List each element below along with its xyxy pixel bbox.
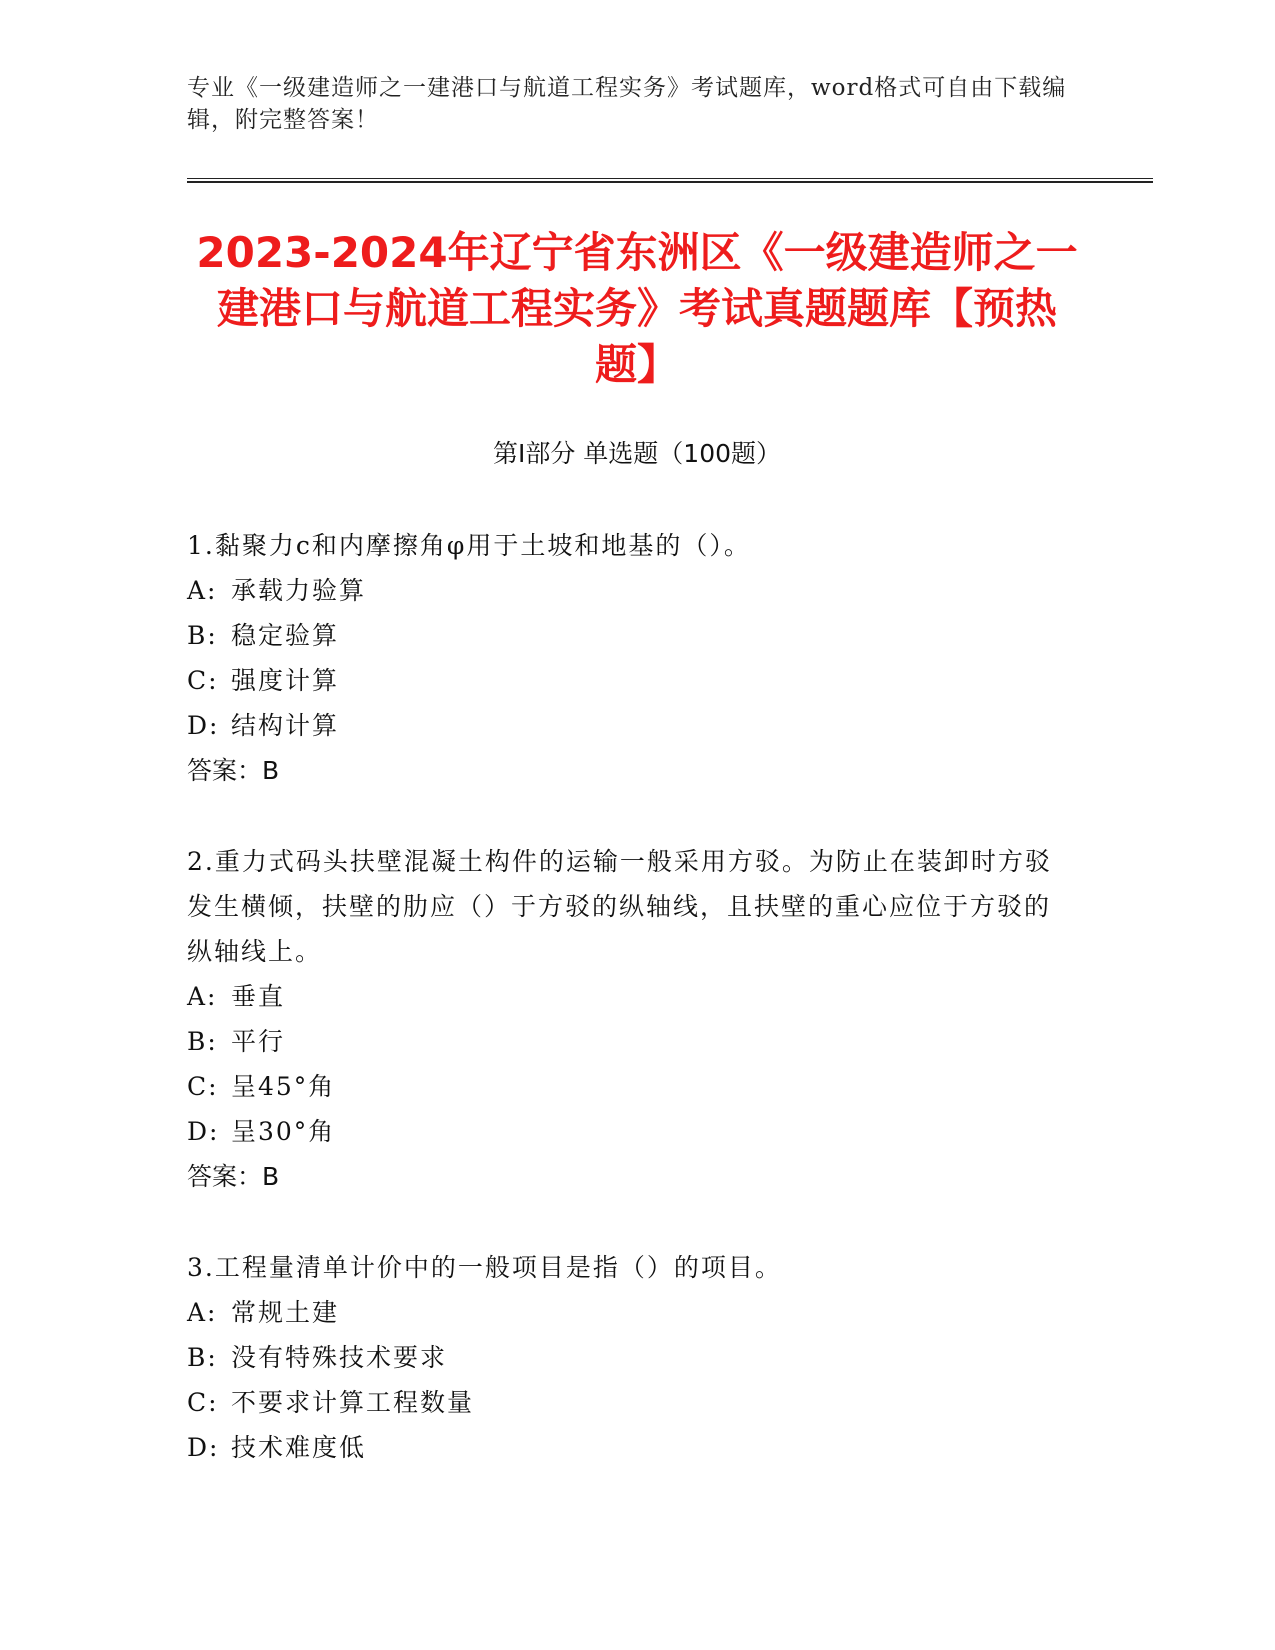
question-option (187, 1380, 1067, 1425)
question-item (187, 1245, 1067, 1470)
option-key: D: (187, 1117, 220, 1146)
question-item (187, 523, 1067, 793)
question-option (187, 1109, 1067, 1154)
question-option (187, 1019, 1067, 1064)
option-key: D: (187, 1433, 220, 1462)
option-text: 平行 (231, 1027, 286, 1056)
option-text: 结构计算 (231, 711, 340, 740)
option-text: 呈45°角 (231, 1072, 336, 1101)
option-key: C: (187, 666, 219, 695)
header-rule-thin (187, 178, 1153, 179)
section-heading: 第I部分 单选题（100题） (492, 439, 782, 468)
question-option (187, 1425, 1067, 1470)
option-key: B: (187, 1343, 218, 1372)
header-rule-thick (187, 181, 1153, 183)
answer-value: B (262, 1162, 280, 1191)
question-option (187, 658, 1067, 703)
option-text: 没有特殊技术要求 (231, 1343, 448, 1372)
option-key: B: (187, 1027, 218, 1056)
question-stem: 2.重力式码头扶壁混凝土构件的运输一般采用方驳。为防止在装卸时方驳发生横倾，扶壁的肋应（）于方驳的纵轴线，且扶壁的重心应位于方驳的纵轴线上。 (187, 847, 1052, 966)
answer-line (187, 748, 1067, 793)
option-text: 承载力验算 (231, 576, 367, 605)
question-list (187, 523, 1067, 1516)
question-item (187, 839, 1067, 1199)
answer-value: B (262, 756, 280, 785)
option-key: A: (187, 576, 218, 605)
answer-line (187, 1154, 1067, 1199)
question-option (187, 1335, 1067, 1380)
option-text: 常规土建 (231, 1298, 340, 1327)
document-title: 2023-2024年辽宁省东洲区《一级建造师之一建港口与航道工程实务》考试真题题库【预热题】 (196, 228, 1078, 389)
answer-label: 答案： (187, 1162, 263, 1191)
question-option (187, 703, 1067, 748)
option-text: 呈30°角 (231, 1117, 336, 1146)
question-option (187, 974, 1067, 1019)
header-note: 专业《一级建造师之一建港口与航道工程实务》考试题库，word格式可自由下载编辑，附完整答案！ (187, 75, 1067, 133)
option-text: 技术难度低 (231, 1433, 367, 1462)
question-stem: 1.黏聚力c和内摩擦角φ用于土坡和地基的（）。 (187, 531, 751, 560)
question-option (187, 1290, 1067, 1335)
option-text: 强度计算 (231, 666, 340, 695)
question-option (187, 613, 1067, 658)
question-option (187, 568, 1067, 613)
option-key: D: (187, 711, 220, 740)
option-key: B: (187, 621, 218, 650)
option-text: 垂直 (231, 982, 286, 1011)
question-option (187, 1064, 1067, 1109)
option-key: A: (187, 1298, 218, 1327)
option-key: C: (187, 1388, 219, 1417)
answer-label: 答案： (187, 756, 263, 785)
option-text: 稳定验算 (231, 621, 340, 650)
option-key: A: (187, 982, 218, 1011)
option-key: C: (187, 1072, 219, 1101)
option-text: 不要求计算工程数量 (231, 1388, 475, 1417)
question-stem: 3.工程量清单计价中的一般项目是指（）的项目。 (187, 1253, 782, 1282)
